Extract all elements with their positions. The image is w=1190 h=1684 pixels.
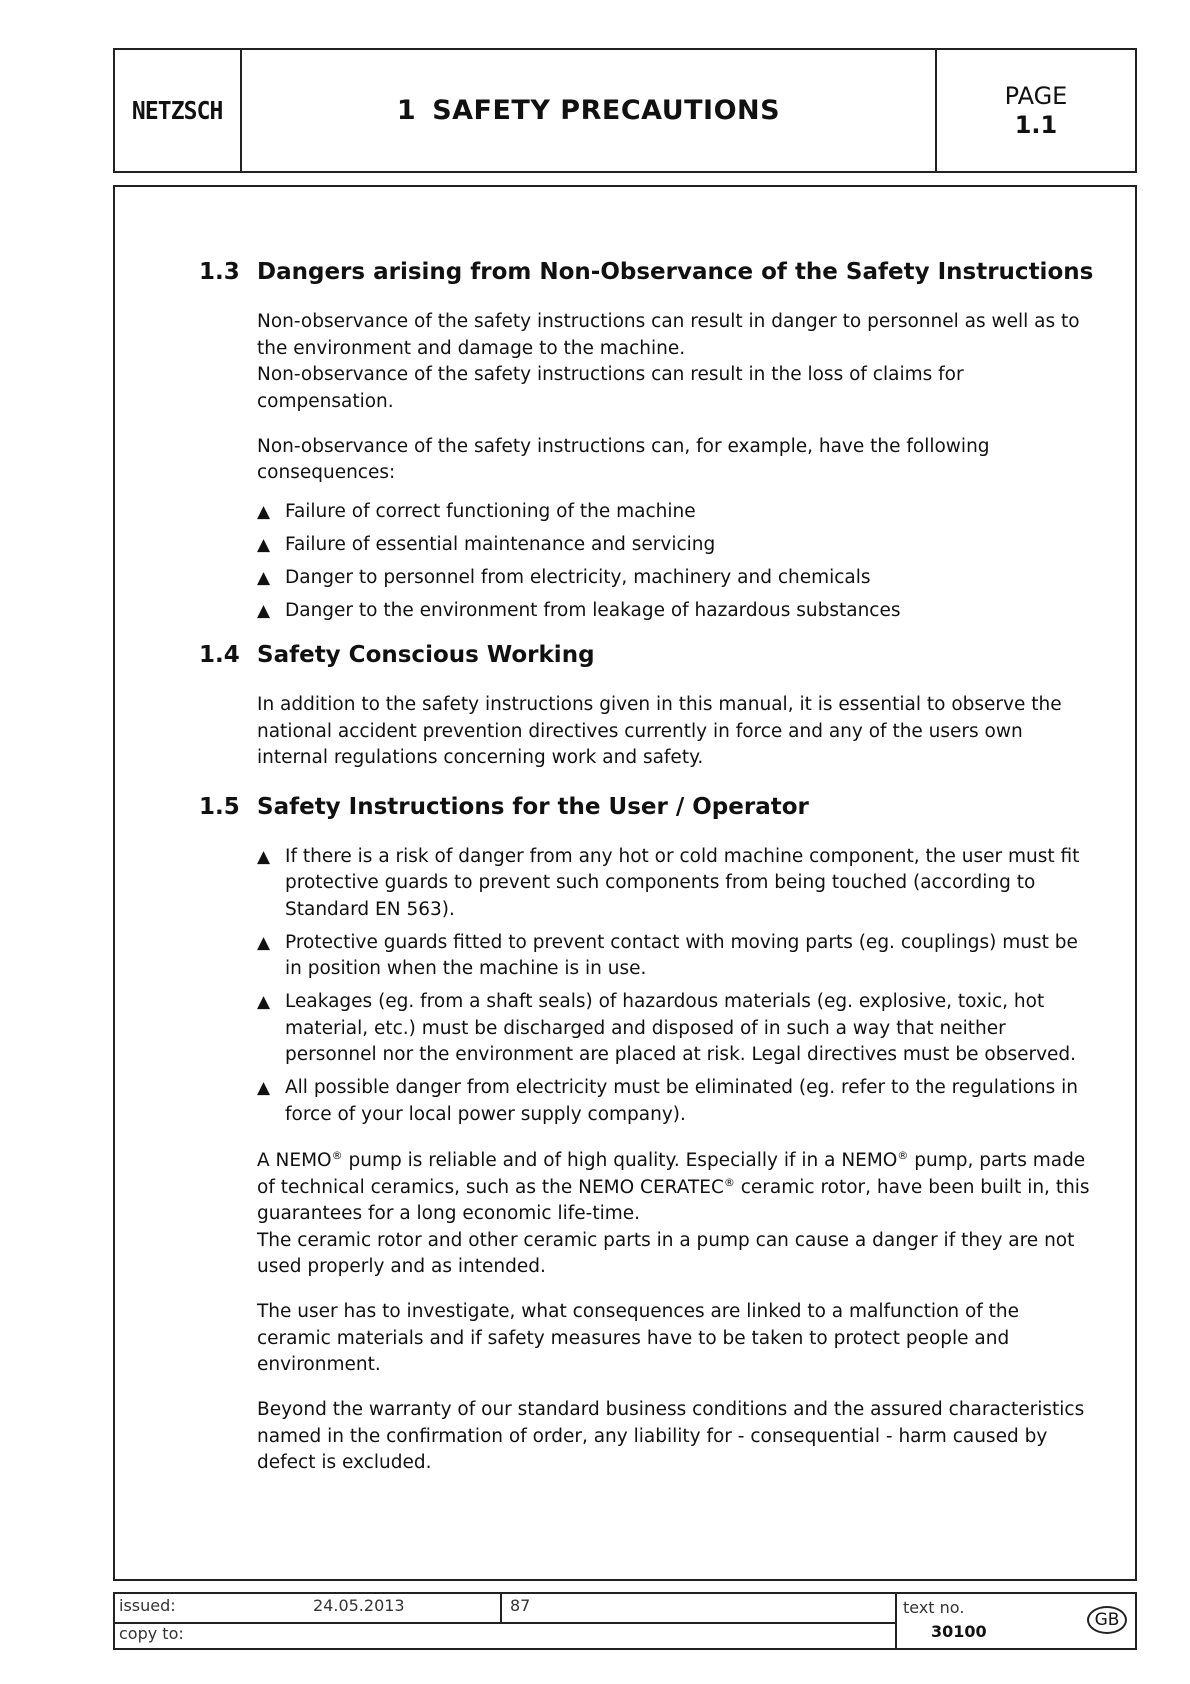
registered-mark: ® bbox=[723, 1175, 735, 1189]
section-number: 1.4 bbox=[199, 642, 240, 668]
page-number: 1.1 bbox=[1014, 110, 1058, 139]
paragraph-warranty: Beyond the warranty of our standard business conditions and the assured characteristics named in the confirmation of order, any liability for - consequential - harm caused by defect is excluded. bbox=[257, 1399, 1085, 1473]
warning-triangle-icon: ▲ bbox=[257, 567, 271, 588]
page-header bbox=[113, 48, 1137, 173]
copy-to-label: copy to: bbox=[119, 1624, 184, 1643]
chapter-title-text: SAFETY PRECAUTIONS bbox=[432, 95, 781, 126]
chapter-number: 1 bbox=[396, 95, 417, 126]
section-number: 1.3 bbox=[199, 259, 240, 285]
footer-issued-row bbox=[115, 1594, 895, 1624]
page-label: PAGE bbox=[1004, 81, 1068, 110]
paragraph-safety-conscious: In addition to the safety instructions given in this manual, it is essential to observe the national accident prevention directives currently in force and any of the users own internal regulations concerning work and safety. bbox=[257, 694, 1062, 768]
list-item: ▲ Danger to personnel from electricity, machinery and chemicals bbox=[257, 565, 1097, 592]
netzsch-logo: NETZSCH bbox=[132, 96, 223, 125]
chapter-title bbox=[397, 95, 780, 126]
paragraph-line: The ceramic rotor and other ceramic parts in a pump can cause a danger if they are not used properly and as intended. bbox=[257, 1229, 1075, 1277]
list-item: ▲ All possible danger from electricity must be eliminated (eg. refer to the regulations in force of your local power supply company). bbox=[257, 1077, 1079, 1125]
list-item: ▲ Leakages (eg. from a shaft seals) of hazardous materials (eg. explosive, toxic, hot material, etc.) must be discharged and disposed of in such a way that neither personnel nor the environment are placed at risk. Legal directives must be observed. bbox=[257, 991, 1077, 1065]
title-cell bbox=[242, 50, 937, 171]
list-item: ▲ Failure of correct functioning of the machine bbox=[257, 499, 1097, 526]
paragraph-line: Non-observance of the safety instructions can result in danger to personnel as well as to the environment and damage to the machine. bbox=[257, 311, 1080, 359]
footer-text-no-cell bbox=[895, 1594, 1137, 1648]
main-content-box bbox=[113, 185, 1137, 1581]
list-item: ▲ If there is a risk of danger from any hot or cold machine component, the user must fit protective guards to prevent such components from being touched (according to Standard EN 563). bbox=[257, 845, 1080, 920]
paragraph-line: Non-observance of the safety instructions can result in the loss of claims for compensation. bbox=[257, 364, 964, 412]
list-item: ▲ Failure of essential maintenance and servicing bbox=[257, 532, 1097, 559]
warning-triangle-icon: ▲ bbox=[257, 534, 271, 555]
section-heading-1-3 bbox=[115, 257, 1135, 287]
footer-divider bbox=[500, 1594, 502, 1622]
registered-mark: ® bbox=[897, 1148, 909, 1162]
registered-mark: ® bbox=[331, 1148, 343, 1162]
list-item: ▲ Danger to the environment from leakage of hazardous substances bbox=[257, 598, 1097, 625]
section-heading-1-4 bbox=[115, 640, 1135, 670]
section-title: Safety Instructions for the User / Operator bbox=[257, 793, 809, 820]
section-number: 1.5 bbox=[199, 793, 240, 820]
paragraph-user-investigate: The user has to investigate, what consequences are linked to a malfunction of the ceramic materials and if safety measures have to be taken to protect people and environment. bbox=[257, 1301, 1020, 1375]
warning-triangle-icon: ▲ bbox=[257, 992, 271, 1012]
content bbox=[115, 257, 1135, 1487]
logo-cell bbox=[115, 50, 242, 171]
warning-triangle-icon: ▲ bbox=[257, 932, 271, 953]
section-title: Dangers arising from Non-Observance of the Safety Instructions bbox=[257, 259, 1094, 285]
operator-instructions-list bbox=[257, 844, 1097, 1129]
issued-date: 24.05.2013 bbox=[313, 1596, 405, 1615]
warning-triangle-icon: ▲ bbox=[257, 501, 271, 522]
paragraph-consequences-intro: Non-observance of the safety instructions can, for example, have the following consequences: bbox=[257, 435, 990, 483]
country-badge-gb: GB bbox=[1087, 1606, 1127, 1634]
page-cell bbox=[937, 50, 1135, 171]
paragraph-danger-personnel bbox=[257, 309, 1097, 415]
issued-label: issued: bbox=[119, 1596, 176, 1615]
warning-triangle-icon: ▲ bbox=[257, 1078, 271, 1098]
section-heading-1-5 bbox=[115, 792, 1135, 822]
list-item: ▲ Protective guards fitted to prevent contact with moving parts (eg. couplings) must be in position when the machine is in use. bbox=[257, 931, 1078, 979]
warning-triangle-icon: ▲ bbox=[257, 846, 271, 867]
section-title: Safety Conscious Working bbox=[257, 642, 595, 668]
page-footer bbox=[113, 1592, 1137, 1650]
text-no-label: text no. bbox=[903, 1598, 965, 1617]
consequences-list bbox=[257, 499, 1097, 625]
paragraph-nemo-quality: A NEMO® pump is reliable and of high quality. Especially if in a NEMO® pump, parts made of technical ceramics, such as the NEMO CERATEC® ceramic rotor, have been built in, this guarantees for a long economic life-time. The ceramic rotor and other ceramic parts in a pump can cause a danger if they are not used properly and as intended. bbox=[257, 1148, 1090, 1277]
warning-triangle-icon: ▲ bbox=[257, 600, 271, 621]
text-number: 30100 bbox=[931, 1622, 987, 1641]
revision-number: 87 bbox=[510, 1596, 531, 1615]
